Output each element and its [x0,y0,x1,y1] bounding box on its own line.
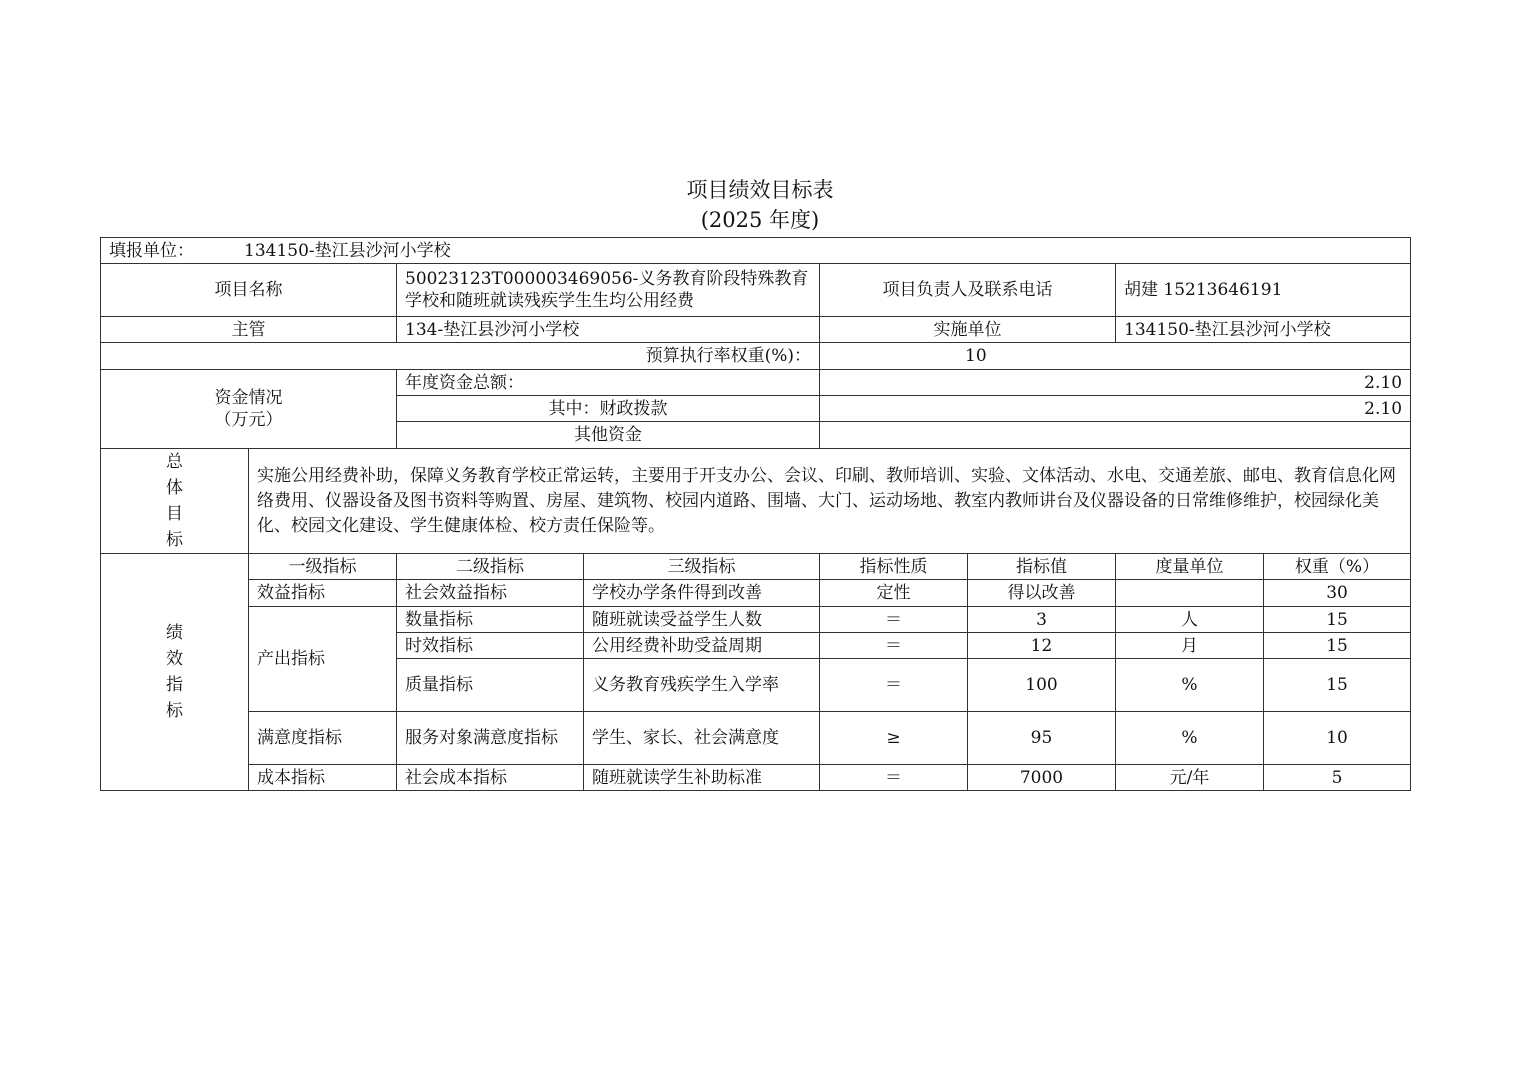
budget-weight-label: 预算执行率权重(%)： [101,343,820,370]
cell-nature: 定性 [820,580,968,607]
cell-unit [1116,580,1264,607]
cell-value: 得以改善 [968,580,1116,607]
impl-unit-value: 134150-垫江县沙河小学校 [1116,317,1411,343]
fill-unit-label: 填报单位： [109,240,194,261]
cell-value: 12 [968,633,1116,659]
leader-label: 项目负责人及联系电话 [820,264,1116,317]
cell-level1: 产出指标 [249,607,397,712]
overall-goal-text: 实施公用经费补助，保障义务教育学校正常运转，主要用于开支办公、会议、印刷、教师培训、实验、文体活动、水电、交通差旅、邮电、教育信息化网络费用、仪器设备及图书资料等购置、房屋、建筑物、校园内道路、围墙、大门、运动场地、教室内教师讲台及仪器设备的日常维修维护，校园绿化美化、校园文化建设、学生健康体检、校方责任保险等。 [249,449,1411,554]
cell-nature: ≥ [820,712,968,765]
cell-level2: 服务对象满意度指标 [397,712,584,765]
project-name-label: 项目名称 [101,264,397,317]
cell-level2: 数量指标 [397,607,584,633]
cell-weight: 10 [1264,712,1411,765]
funds-total-value: 2.10 [820,370,1411,396]
cell-level2: 质量指标 [397,659,584,712]
cell-level3: 随班就读受益学生人数 [584,607,820,633]
header-level2: 二级指标 [397,554,584,580]
leader-value: 胡建 15213646191 [1116,264,1411,317]
cell-unit: 人 [1116,607,1264,633]
fill-unit-row [101,238,1411,264]
cell-nature: ＝ [820,633,968,659]
overall-goal-label: 总 体 目 标 [101,449,249,554]
cell-value: 95 [968,712,1116,765]
header-unit: 度量单位 [1116,554,1264,580]
cell-level3: 学生、家长、社会满意度 [584,712,820,765]
page-title: 项目绩效目标表 [686,178,834,202]
project-name-value: 50023123T000003469056-义务教育阶段特殊教育学校和随班就读残疾学生生均公用经费 [397,264,820,317]
cell-weight: 15 [1264,659,1411,712]
header-value: 指标值 [968,554,1116,580]
cell-weight: 5 [1264,765,1411,791]
funds-other-value [820,422,1411,449]
cell-weight: 15 [1264,633,1411,659]
funds-fiscal-value: 2.10 [820,396,1411,422]
cell-unit: % [1116,659,1264,712]
budget-weight-value: 10 [820,343,1411,370]
funds-other-label: 其他资金 [397,422,820,449]
funds-total-label: 年度资金总额： [397,370,820,396]
table-row [101,712,1411,765]
cell-level2: 时效指标 [397,633,584,659]
cell-level1: 成本指标 [249,765,397,791]
cell-level2: 社会成本指标 [397,765,584,791]
fill-unit-value: 134150-垫江县沙河小学校 [244,240,451,261]
cell-nature: ＝ [820,765,968,791]
supervisor-label: 主管 [101,317,397,343]
performance-indicators-label: 绩 效 指 标 [101,554,249,791]
table-row [101,580,1411,607]
cell-level3: 随班就读学生补助标准 [584,765,820,791]
cell-level3: 义务教育残疾学生入学率 [584,659,820,712]
cell-level2: 社会效益指标 [397,580,584,607]
cell-value: 3 [968,607,1116,633]
header-level1: 一级指标 [249,554,397,580]
cell-weight: 30 [1264,580,1411,607]
cell-unit: % [1116,712,1264,765]
cell-level1: 效益指标 [249,580,397,607]
cell-level1: 满意度指标 [249,712,397,765]
header-weight: 权重（%） [1264,554,1411,580]
cell-nature: ＝ [820,659,968,712]
cell-level3: 学校办学条件得到改善 [584,580,820,607]
cell-unit: 月 [1116,633,1264,659]
funds-fiscal-label: 其中：财政拨款 [397,396,820,422]
funds-label: 资金情况 （万元） [101,370,397,449]
supervisor-value: 134-垫江县沙河小学校 [397,317,820,343]
impl-unit-label: 实施单位 [820,317,1116,343]
table-row [101,607,1411,633]
cell-unit: 元/年 [1116,765,1264,791]
cell-value: 100 [968,659,1116,712]
header-nature: 指标性质 [820,554,968,580]
cell-weight: 15 [1264,607,1411,633]
cell-nature: ＝ [820,607,968,633]
page-subtitle-year: (2025 年度) [700,208,820,232]
header-level3: 三级指标 [584,554,820,580]
table-row [101,765,1411,791]
cell-level3: 公用经费补助受益周期 [584,633,820,659]
cell-value: 7000 [968,765,1116,791]
performance-goal-table [100,237,1411,791]
